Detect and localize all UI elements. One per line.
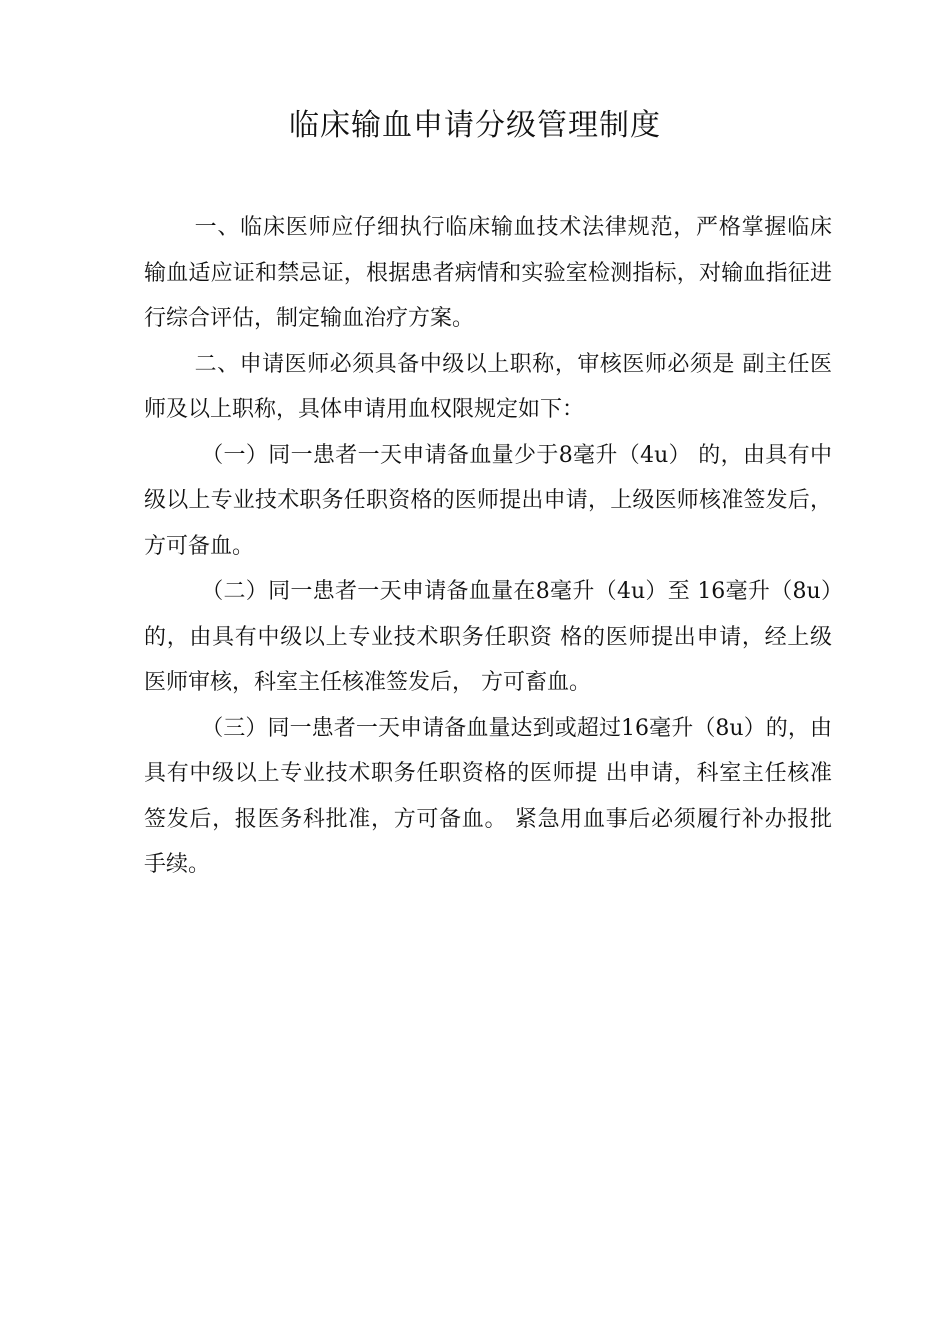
paragraph-item-2: （二）同一患者一天申请备血量在8毫升（4u）至 16毫升（8u）的，由具有中级以上专业技术职务任职资 格的医师提出申请，经上级医师审核，科室主任核准签发后， 方可畜血。	[144, 579, 832, 695]
document-title: 临床输血申请分级管理制度	[289, 108, 661, 143]
paragraph-item-1: （一）同一患者一天申请备血量少于8毫升（4u） 的，由具有中级以上专业技术职务任职资格的医师提出申请，上级医师核准签发后，方可备血。	[144, 442, 832, 559]
paragraph-1: 一、临床医师应仔细执行临床输血技术法律规范，严格掌握临床输血适应证和禁忌证，根据患者病情和实验室检测指标，对输血指征进行综合评估，制定输血治疗方案。	[144, 215, 832, 331]
paragraph-item-3: （三）同一患者一天申请备血量达到或超过16毫升（8u）的，由具有中级以上专业技术职务任职资格的医师提 出申请，科室主任核准签发后，报医务科批准，方可备血。 紧急用血事后必须履行补办报批手续。	[144, 715, 832, 877]
document-body	[144, 205, 832, 888]
paragraph-2: 二、申请医师必须具备中级以上职称，审核医师必须是 副主任医师及以上职称，具体申请用血权限规定如下：	[144, 351, 832, 422]
